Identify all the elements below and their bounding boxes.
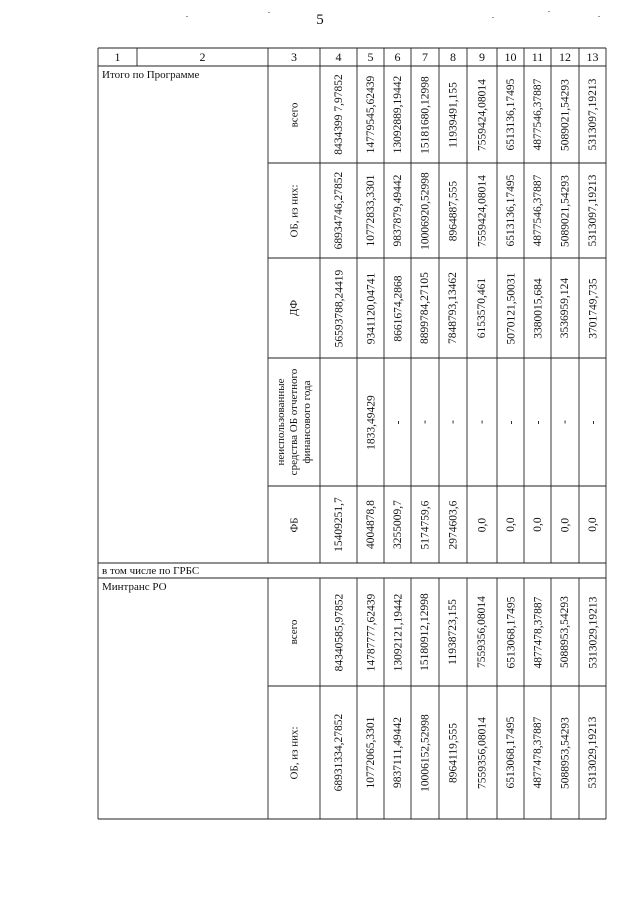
table-cell: 4877546,37887 bbox=[531, 78, 544, 151]
table-cell: - bbox=[531, 420, 544, 424]
itogo-label-ob-iz-nih: ОБ, из них: bbox=[287, 183, 300, 238]
table-cell: 10006920,52998 bbox=[419, 171, 431, 250]
scan-speck bbox=[548, 11, 550, 12]
table-cell: 0,0 bbox=[559, 517, 571, 532]
table-cell: 9341120,04741 bbox=[364, 272, 377, 344]
table-cell: 5088953,54293 bbox=[559, 596, 571, 668]
table-cell: - bbox=[419, 420, 431, 424]
table-cell: 13092889,19442 bbox=[391, 75, 404, 154]
table-cell: 15181680,12998 bbox=[419, 75, 431, 154]
header-cell: 4 bbox=[335, 50, 342, 64]
table-cell: 10006152,52998 bbox=[419, 713, 431, 792]
mintrans-label-ob-iz-nih: ОБ, из них: bbox=[287, 725, 300, 780]
scan-speck bbox=[186, 16, 188, 17]
table-cell: 5313029,19213 bbox=[586, 596, 599, 668]
table-cell: 7559356,08014 bbox=[476, 716, 488, 789]
header-cell: 7 bbox=[422, 50, 428, 64]
table-cell: 5313029,19213 bbox=[586, 716, 599, 789]
table-cell: 8964887,555 bbox=[447, 180, 459, 241]
table-cell: 6513136,17495 bbox=[504, 174, 517, 247]
table-cell: 3536959,124 bbox=[559, 277, 571, 339]
itogo-label-vsego: всего bbox=[287, 102, 300, 127]
table-cell: 0,0 bbox=[586, 517, 599, 532]
table-cell: 0,0 bbox=[476, 517, 488, 532]
header-cell: 12 bbox=[559, 50, 571, 64]
section-itogo: Итого по Программе bbox=[102, 69, 200, 81]
table-cell: 0,0 bbox=[531, 517, 544, 532]
section-grbs: в том числе по ГРБС bbox=[102, 565, 200, 577]
table-cell: 6153570,461 bbox=[476, 277, 488, 339]
table-cell: 5089021,54293 bbox=[559, 174, 571, 247]
header-cell: 11 bbox=[531, 50, 544, 64]
table-cell: 68931334,27852 bbox=[332, 713, 345, 792]
table-cell: 3701749,735 bbox=[586, 277, 599, 339]
table-cell: 3380015,684 bbox=[531, 277, 544, 339]
table-cell: 6513068,17495 bbox=[504, 716, 517, 789]
section-mintrans: Минтранс РО bbox=[102, 581, 167, 593]
table-cell: 56593788,24419 bbox=[332, 269, 345, 347]
table-cell: 11938723,155 bbox=[447, 599, 459, 665]
table-cell: 7559424,08014 bbox=[476, 78, 488, 151]
table-cell: 5313097,19213 bbox=[586, 174, 599, 247]
table-cell: 68934746,27852 bbox=[332, 171, 345, 250]
scan-speck bbox=[268, 12, 270, 13]
table-cell: 15409251,7 bbox=[332, 497, 345, 552]
header-cell: 6 bbox=[394, 50, 401, 64]
header-cell: 8 bbox=[450, 50, 456, 64]
header-cell: 9 bbox=[479, 50, 485, 64]
table-cell: 5070121,50031 bbox=[504, 272, 517, 344]
table-cell: 9837111,49442 bbox=[391, 716, 404, 789]
header-cell: 1 bbox=[114, 50, 121, 64]
table-cell: 1833,49429 bbox=[364, 394, 377, 450]
header-cell: 2 bbox=[199, 50, 206, 64]
itogo-label-fb: ФБ bbox=[287, 517, 300, 533]
table-cell: 6513068,17495 bbox=[504, 596, 517, 668]
table-cell: 10772833,3301 bbox=[364, 174, 377, 247]
table-cell: - bbox=[586, 420, 599, 424]
table-cell: 8434399 7,97852 bbox=[332, 74, 345, 155]
table-cell: - bbox=[391, 420, 404, 424]
mintrans-label-vsego: всего bbox=[287, 619, 300, 645]
table-cell: 7848793,13462 bbox=[447, 272, 459, 344]
table-cell: 6513136,17495 bbox=[504, 78, 517, 151]
table-cell: 7559356,08014 bbox=[476, 596, 488, 668]
itogo-label-df: ДФ bbox=[287, 299, 300, 317]
table-cell: - bbox=[559, 420, 571, 424]
page-number: 5 bbox=[316, 12, 324, 28]
table-cell: 84340585,97852 bbox=[332, 593, 345, 671]
table-cell: 9837879,49442 bbox=[391, 174, 404, 247]
table-cell: 8899784,27105 bbox=[419, 272, 431, 344]
table-cell: - bbox=[504, 420, 517, 424]
table-cell: 2974603,6 bbox=[447, 500, 459, 549]
table-cell: 5174759,6 bbox=[419, 500, 431, 549]
table-cell: 8661674,2868 bbox=[391, 274, 404, 342]
table-cell: 14779545,62439 bbox=[364, 75, 377, 154]
header-cell: 5 bbox=[367, 50, 374, 64]
table-cell: 4877546,37887 bbox=[531, 174, 544, 247]
table-cell: 5089021,54293 bbox=[559, 78, 571, 151]
header-cell: 10 bbox=[504, 50, 517, 64]
table-cell bbox=[321, 361, 356, 483]
table-cell: 0,0 bbox=[504, 517, 517, 532]
table-cell: 15180912,12998 bbox=[419, 593, 431, 671]
table-cell: 11939491,155 bbox=[447, 81, 459, 148]
scan-speck bbox=[598, 16, 600, 17]
table-cell: 14787777,62439 bbox=[364, 593, 377, 671]
table-cell: 3255009,7 bbox=[391, 500, 404, 549]
table-cell: 10772065,3301 bbox=[364, 716, 377, 789]
itogo-label-neisp: неиспользованные средства ОБ отчетного финансового года bbox=[274, 368, 313, 476]
header-cell: 3 bbox=[291, 50, 297, 64]
table-cell: - bbox=[476, 420, 488, 424]
scan-speck bbox=[492, 17, 494, 18]
table-cell: 13092121,19442 bbox=[391, 593, 404, 671]
table-cell: 7559424,08014 bbox=[476, 174, 488, 247]
table-cell: - bbox=[447, 420, 459, 424]
table-cell: 4877478,37887 bbox=[531, 716, 544, 789]
table-cell: 4877478,37887 bbox=[531, 596, 544, 668]
table-cell: 4004878,8 bbox=[364, 500, 377, 549]
table-cell: 5313097,19213 bbox=[586, 78, 599, 151]
table-cell: 5088953,54293 bbox=[559, 716, 571, 789]
header-cell: 13 bbox=[586, 50, 599, 64]
table-cell: 8964119,555 bbox=[447, 722, 459, 783]
